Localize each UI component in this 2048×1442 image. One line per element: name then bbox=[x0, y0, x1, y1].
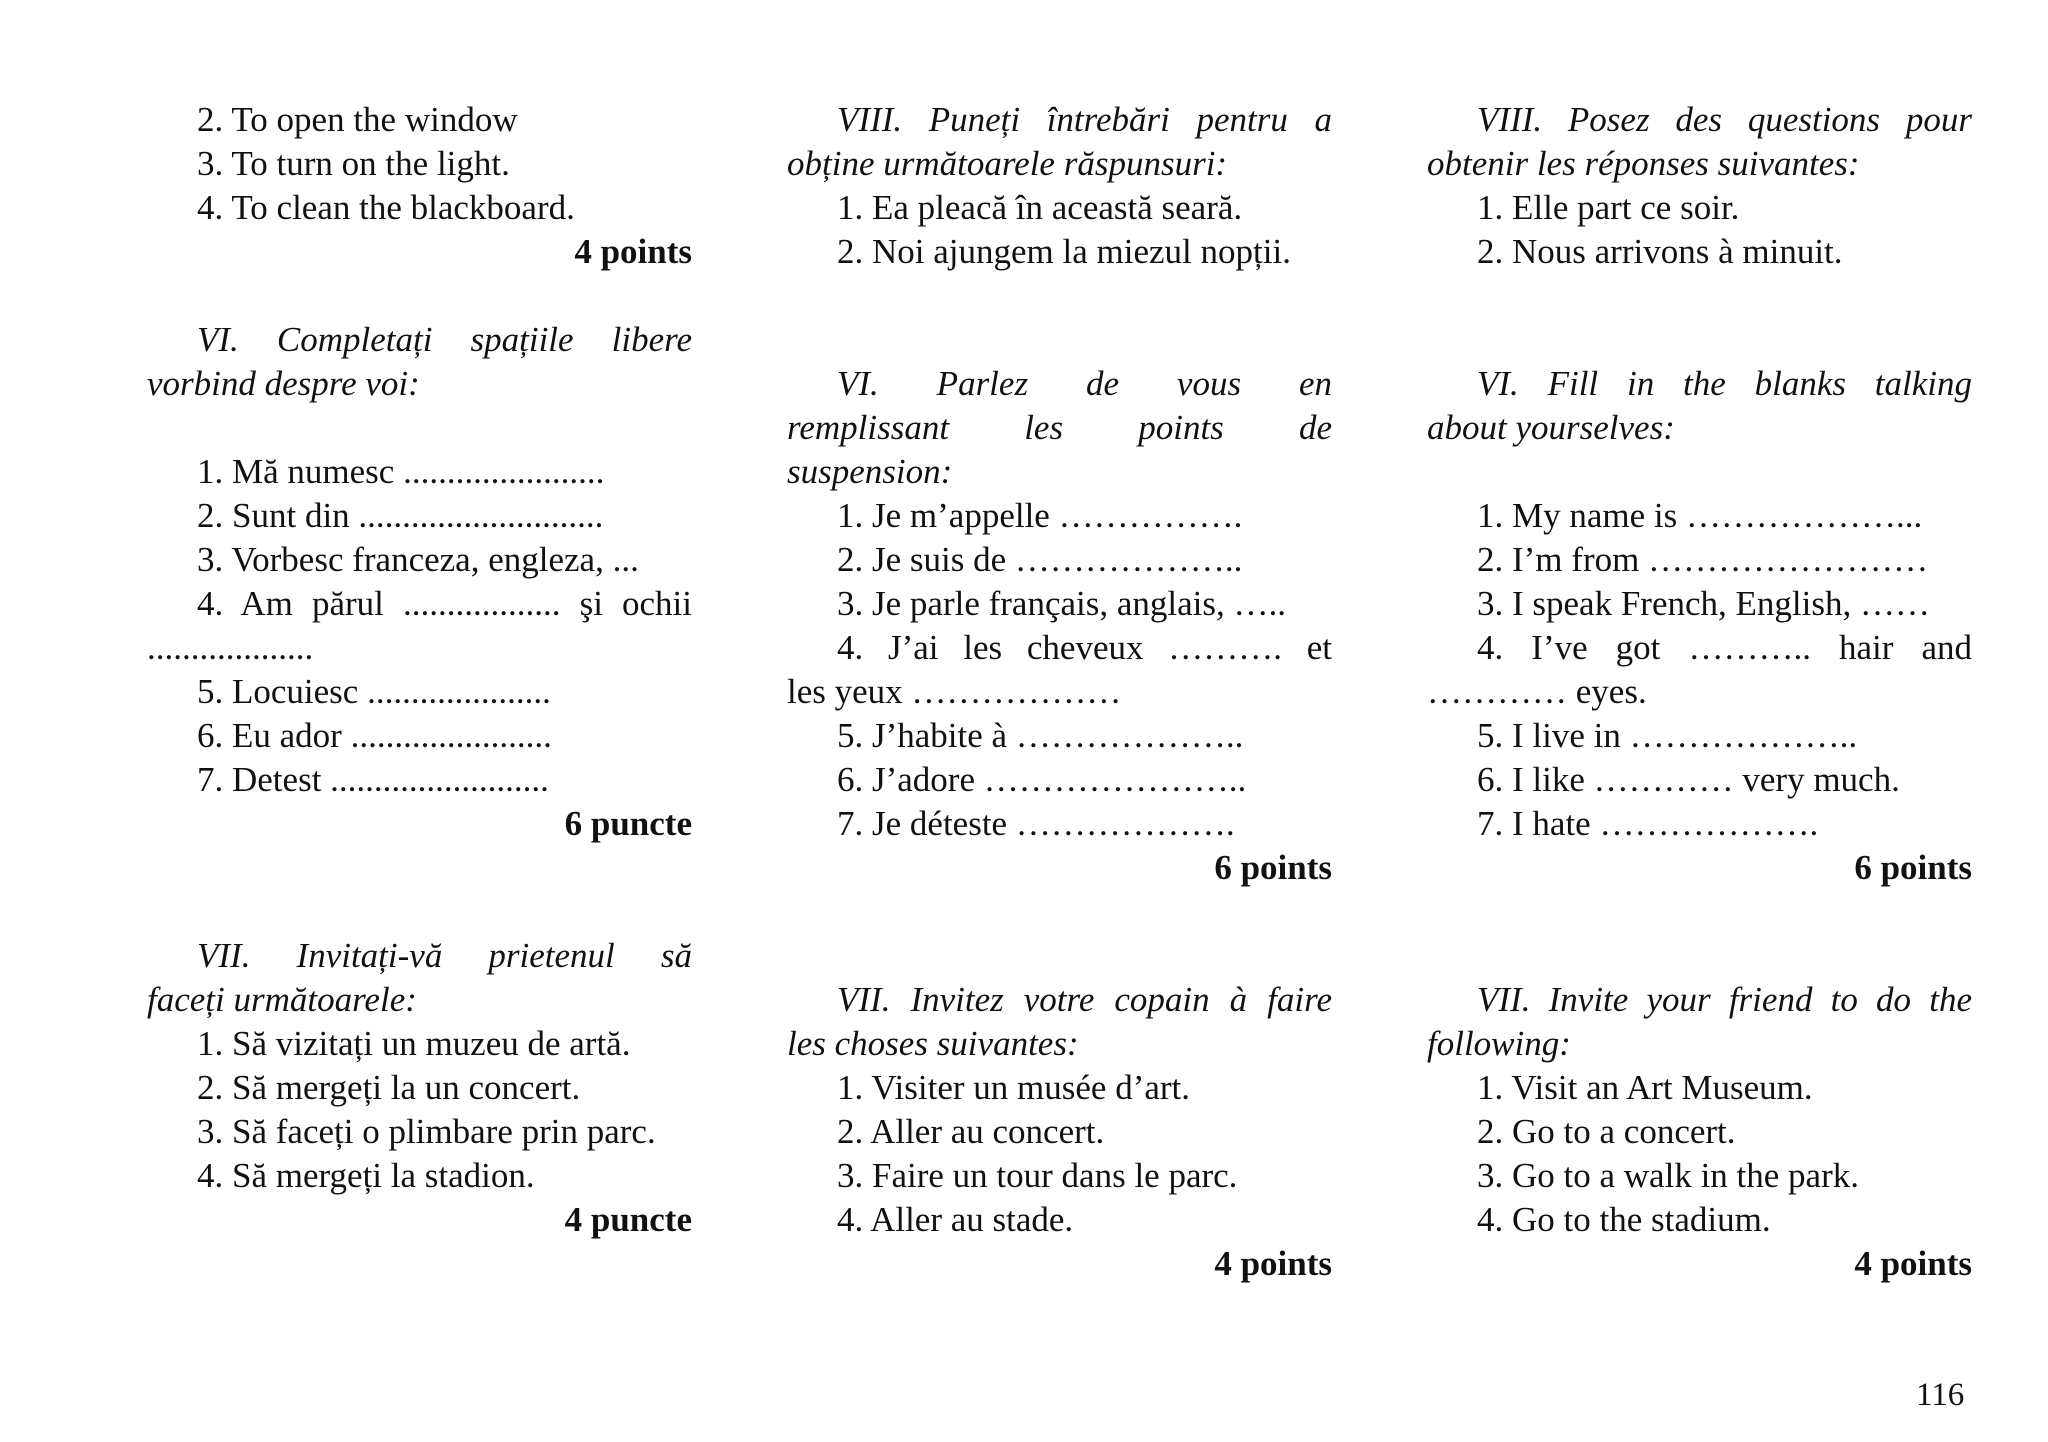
section-heading: VI. Fill in the blanks talking bbox=[1477, 364, 1972, 403]
exercise-item-continuation: ................... bbox=[147, 628, 314, 667]
exercise-item: 2. Să mergeți la un concert. bbox=[197, 1068, 581, 1107]
exercise-item: 6. I like ………… very much. bbox=[1477, 760, 1900, 799]
page-number: 116 bbox=[1916, 1377, 1965, 1413]
exercise-item: 2. Aller au concert. bbox=[837, 1112, 1105, 1151]
section-heading: following: bbox=[1427, 1024, 1571, 1063]
exercise-item: 1. Mă numesc ....................... bbox=[197, 452, 605, 491]
exercise-item: 3. Je parle français, anglais, ….. bbox=[837, 584, 1287, 623]
column-romanian bbox=[147, 98, 692, 1242]
exercise-item: 3. Vorbesc franceza, engleza, ... bbox=[197, 540, 639, 579]
column-french bbox=[787, 98, 1332, 1286]
section-heading: suspension: bbox=[787, 452, 953, 491]
section-heading: remplissant les points de bbox=[787, 408, 1332, 447]
exercise-item: 3. Să faceți o plimbare prin parc. bbox=[197, 1112, 656, 1151]
section-heading: VIII. Posez des questions pour bbox=[1477, 100, 1972, 139]
section-heading: les choses suivantes: bbox=[787, 1024, 1079, 1063]
points-label: 6 points bbox=[1854, 848, 1972, 887]
exercise-item-continuation: ………… eyes. bbox=[1427, 672, 1647, 711]
points-label: 6 points bbox=[1214, 848, 1332, 887]
section-heading: about yourselves: bbox=[1427, 408, 1675, 447]
section-heading: VIII. Puneți întrebări pentru a bbox=[837, 100, 1332, 139]
exercise-item: 3. To turn on the light. bbox=[197, 144, 510, 183]
exercise-item: 2. Je suis de ……………….. bbox=[837, 540, 1243, 579]
exercise-item: 1. Visit an Art Museum. bbox=[1477, 1068, 1813, 1107]
exercise-item: 2. Sunt din ............................ bbox=[197, 496, 604, 535]
exercise-item: 1. Ea pleacă în această seară. bbox=[837, 188, 1243, 227]
points-label: 4 puncte bbox=[564, 1200, 692, 1239]
exercise-item: 5. J’habite à ……………….. bbox=[837, 716, 1244, 755]
points-label: 4 points bbox=[1214, 1244, 1332, 1283]
exercise-item: 4. Am părul .................. şi ochii bbox=[197, 584, 692, 623]
exercise-item: 7. I hate ………………. bbox=[1477, 804, 1819, 843]
section-heading: obtenir les réponses suivantes: bbox=[1427, 144, 1860, 183]
exercise-item: 4. Aller au stade. bbox=[837, 1200, 1074, 1239]
column-english bbox=[1427, 98, 1972, 1286]
points-label: 4 points bbox=[574, 232, 692, 271]
exercise-item: 7. Detest ......................... bbox=[197, 760, 549, 799]
exercise-item: 4. Go to the stadium. bbox=[1477, 1200, 1771, 1239]
points-label: 4 points bbox=[1854, 1244, 1972, 1283]
exercise-item: 7. Je déteste ………………. bbox=[837, 804, 1235, 843]
exercise-item: 4. To clean the blackboard. bbox=[197, 188, 575, 227]
section-heading: vorbind despre voi: bbox=[147, 364, 420, 403]
section-heading: VI. Parlez de vous en bbox=[837, 364, 1332, 403]
exercise-item: 1. Visiter un musée d’art. bbox=[837, 1068, 1191, 1107]
exercise-item: 4. I’ve got ……….. hair and bbox=[1477, 628, 1972, 667]
exercise-item: 5. Locuiesc ..................... bbox=[197, 672, 551, 711]
exercise-item: 4. J’ai les cheveux ………. et bbox=[837, 628, 1332, 667]
section-heading: faceți următoarele: bbox=[147, 980, 417, 1019]
exercise-item: 1. Să vizitați un muzeu de artă. bbox=[197, 1024, 631, 1063]
exercise-item: 3. I speak French, English, …… bbox=[1477, 584, 1930, 623]
exercise-item: 2. Go to a concert. bbox=[1477, 1112, 1736, 1151]
exercise-item: 6. J’adore ………………….. bbox=[837, 760, 1247, 799]
section-heading: VII. Invitez votre copain à faire bbox=[837, 980, 1332, 1019]
exercise-item: 6. Eu ador ....................... bbox=[197, 716, 552, 755]
section-heading: VI. Completați spațiile libere bbox=[197, 320, 692, 359]
section-heading: VII. Invitați-vă prietenul să bbox=[197, 936, 692, 975]
exercise-item: 3. Go to a walk in the park. bbox=[1477, 1156, 1859, 1195]
exercise-item: 1. My name is ………………... bbox=[1477, 496, 1923, 535]
exercise-item-continuation: les yeux ……………… bbox=[787, 672, 1122, 711]
exercise-item: 5. I live in ……………….. bbox=[1477, 716, 1858, 755]
exercise-item: 3. Faire un tour dans le parc. bbox=[837, 1156, 1238, 1195]
exercise-item: 2. Noi ajungem la miezul nopții. bbox=[837, 232, 1291, 271]
exercise-item: 1. Elle part ce soir. bbox=[1477, 188, 1740, 227]
section-heading: obține următoarele răspunsuri: bbox=[787, 144, 1228, 183]
exercise-item: 2. Nous arrivons à minuit. bbox=[1477, 232, 1843, 271]
section-heading: VII. Invite your friend to do the bbox=[1477, 980, 1972, 1019]
exercise-item: 1. Je m’appelle ……………. bbox=[837, 496, 1243, 535]
exercise-item: 4. Să mergeți la stadion. bbox=[197, 1156, 535, 1195]
points-label: 6 puncte bbox=[564, 804, 692, 843]
exercise-item: 2. To open the window bbox=[197, 100, 518, 139]
exercise-item: 2. I’m from …………………… bbox=[1477, 540, 1929, 579]
